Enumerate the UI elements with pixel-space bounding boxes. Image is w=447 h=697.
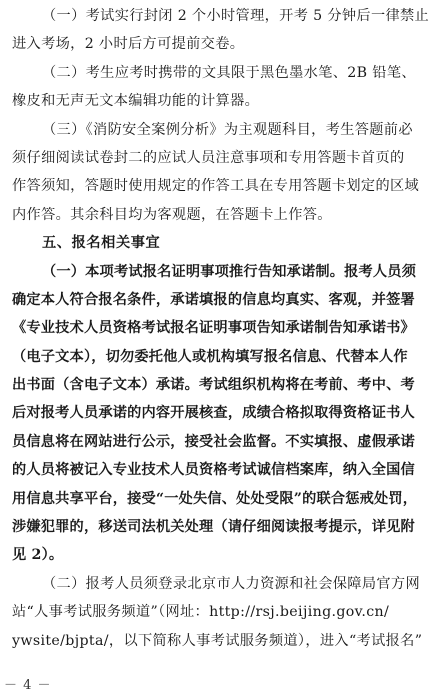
para-commitment-system: [12, 258, 435, 570]
text-line: 确定本人符合报名条件，承诺填报的信息均真实、客观，并签署: [12, 291, 415, 308]
text-line: （电子文本），切勿委托他人或机构填写报名信息、代替本人作: [12, 348, 408, 365]
text-line: 内作答。其余科目均为客观题，在答题卡上作答。: [12, 206, 332, 223]
text-line: 员信息将在网站进行公示，接受社会监督。不实填报、虚假承诺: [12, 433, 415, 450]
text-line: 后对报考人员承诺的内容开展核查，成绩合格拟取得资格证书人: [12, 405, 415, 422]
text-line: 用信息共享平台，接受“一处失信、处处受限”的联合惩戒处罚，: [12, 490, 418, 507]
para-exam-duration: [12, 2, 435, 59]
text-line: 站“人事考试服务频道”（网址：http://rsj.beijing.gov.cn/: [12, 604, 390, 621]
para-subjective-exam: [12, 116, 435, 230]
para-stationery: [12, 59, 435, 116]
text-line: （二）报考人员须登录北京市人力资源和社会保障局官方网: [42, 575, 420, 592]
text-line: 橡皮和无声无文本编辑功能的计算器。: [12, 93, 260, 110]
page-number: － 4 －: [4, 678, 52, 693]
text-line: （二）考生应考时携带的文具限于黑色墨水笔、2B 铅笔、: [42, 64, 416, 81]
text-line: ywsite/bjpta/，以下简称人事考试服务频道），进入“考试报名”: [12, 632, 423, 649]
text-line: 作答须知，答题时使用规定的作答工具在专用答题卡划定的区域: [12, 178, 420, 195]
text-line: 见 2）。: [12, 547, 64, 564]
text-line: 涉嫌犯罪的，移送司法机关处理（请仔细阅读报考提示，详见附: [12, 519, 415, 536]
text-line: （三）《消防安全案例分析》为主观题科目，考生答题前必: [42, 121, 413, 138]
text-line: 出书面（含电子文本）承诺。考试组织机构将在考前、考中、考: [12, 377, 415, 394]
text-line: 五、报名相关事宜: [42, 235, 161, 252]
para-login-website: [12, 570, 435, 655]
text-line: 的人员将被记入专业技术人员资格考试诚信档案库，纳入全国信: [12, 462, 415, 479]
text-line: 须仔细阅读试卷封二的应试人员注意事项和专用答题卡首页的: [12, 149, 405, 166]
text-line: 《专业技术人员资格考试报名证明事项告知承诺制告知承诺书》: [12, 320, 415, 337]
section-heading-registration: [12, 229, 435, 257]
text-line: （一）本项考试报名证明事项推行告知承诺制。报考人员须: [42, 263, 417, 280]
text-line: 进入考场，2 小时后方可提前交卷。: [12, 36, 245, 53]
text-line: （一）考试实行封闭 2 个小时管理，开考 5 分钟后一律禁止: [42, 8, 430, 24]
document-body: [12, 2, 435, 655]
